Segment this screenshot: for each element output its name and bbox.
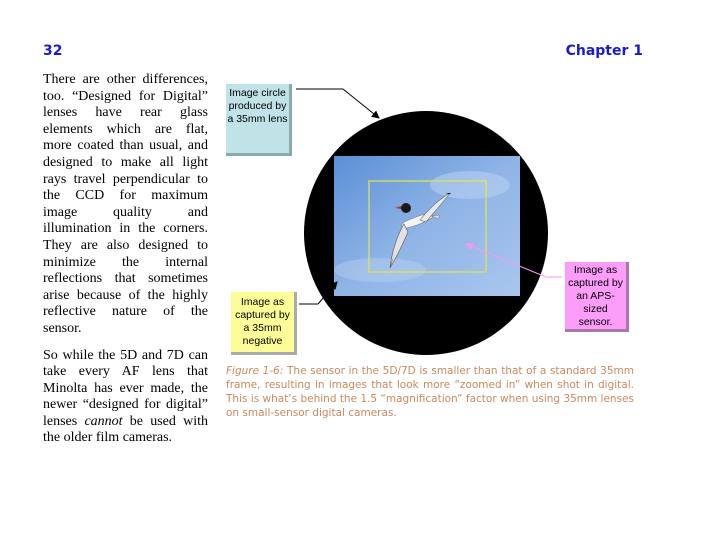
paragraph-2-end: be used with the older film cameras. [43,413,209,446]
figure-caption [226,364,634,420]
caption-label: Figure 1-6: [226,365,284,377]
page-number: 32 [43,43,63,59]
emphasis-cannot: cannot [84,413,123,429]
paragraph-2-start: So while the 5D and 7D can take every AF lens that Minolta has ever made, the newer “designed for digital” lenses [43,347,208,429]
cloud-wisp [430,171,510,199]
cloud-wisp [334,258,426,282]
image-circle-arrow [343,89,379,118]
aps-sensor-callout: Image as captured by an APS-sized sensor. [565,262,629,332]
caption-text: The sensor in the 5D/7D is smaller than that of a standard 35mm frame, resulting in images that look more “zoomed in” when shot in digital. This is what’s behind the 1.5 “magnification” factor when using 35mm lenses on small-sensor digital cameras. [226,365,634,419]
chapter-heading: Chapter 1 [565,43,643,59]
image-circle-callout: Image circle produced by a 35mm lens [226,84,292,156]
paragraph-1: There are other differences, too. “Designed for Digital” lenses have rear glass elements which are flat, more coated than usual, and designed to make all light rays travel perpendicular to the CCD for maximum image quality and illumination in the corners. They are also designed to minimize the internal reflections that sometimes arise because of the highly reflective nature of the sensor. [43,72,208,336]
negative-callout: Image as captured by a 35mm negative [231,292,297,355]
